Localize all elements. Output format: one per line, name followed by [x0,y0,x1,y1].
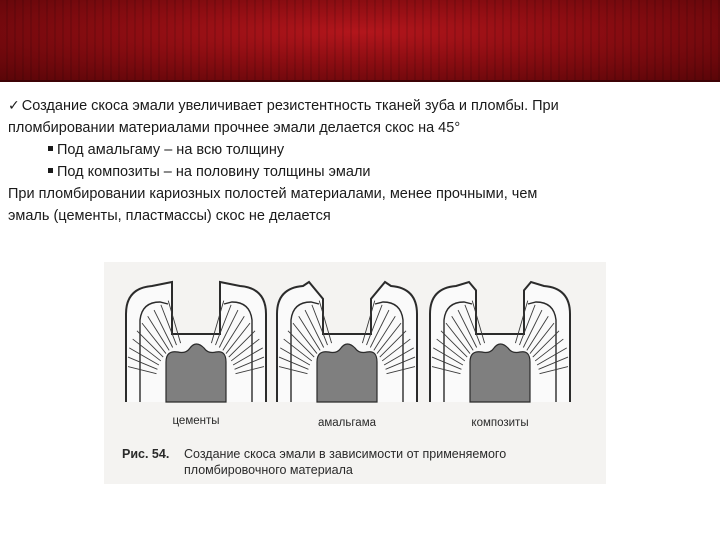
tooth-diagram-figure [104,262,606,484]
header-banner [0,0,720,82]
paragraph-2-line-1: При пломбировании кариозных полостей материалами, менее прочными, чем [8,186,538,202]
label-cements: цементы [172,415,220,427]
label-amalgam: амальгама [317,417,377,429]
tooth-cements-pulp [166,344,226,402]
paragraph-line [8,94,712,117]
bullet-square-icon [48,168,53,173]
paragraph-2-line-2: эмаль (цементы, пластмассы) скос не делается [8,208,331,224]
paragraph-1-line-1: Создание скоса эмали увеличивает резистентность тканей зуба и пломбы. При [21,98,559,114]
bullet-item [8,161,712,183]
bullet-item [8,139,712,161]
caption-line-2: пломбировочного материала [184,463,353,477]
tooth-composites-pulp [470,344,530,402]
tooth-diagram [104,262,606,484]
tooth-amalgam-pulp [317,344,377,402]
caption-prefix: Рис. 54. [122,447,170,461]
paragraph-1-line-2: пломбировании материалами прочнее эмали делается скос на 45° [8,120,461,136]
checkmark-icon: ✓ [8,97,20,113]
slide-body [8,94,712,227]
bullet-square-icon [48,146,53,151]
label-composites: композиты [471,417,529,429]
bullet-2-text: Под композиты – на половину толщины эмали [57,164,371,180]
bullet-1-text: Под амальгаму – на всю толщину [57,142,285,158]
teeth-group [126,282,570,402]
caption-line-1: Создание скоса эмали в зависимости от применяемого [184,447,507,461]
